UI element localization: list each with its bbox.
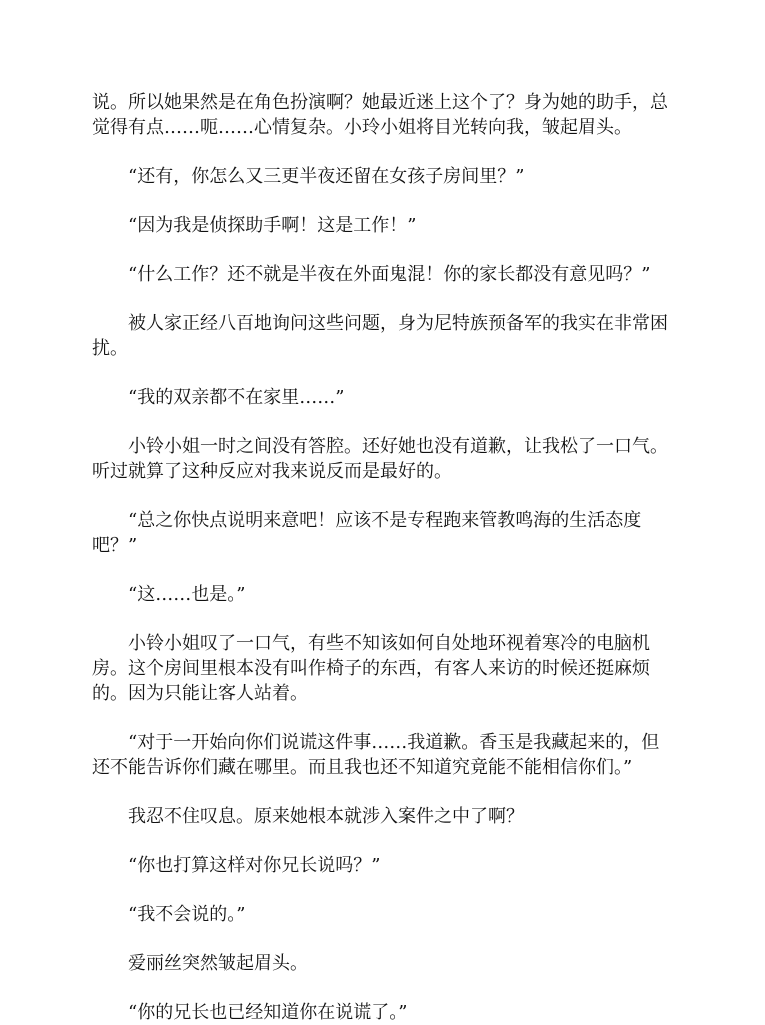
paragraph: “还有，你怎么又三更半夜还留在女孩子房间里？” [128,166,525,187]
paragraph: 说。所以她果然是在角色扮演啊？她最近迷上这个了？身为她的助手，总觉得有点……呃……心情复杂。小玲小姐将目光转向我，皱起眉头。 [92,92,668,138]
paragraph: “你也打算这样对你兄长说吗？” [128,855,381,876]
paragraph: “我的双亲都不在家里……” [128,387,345,408]
paragraph: “你的兄长也已经知道你在说谎了。” [128,1002,408,1023]
paragraph: 我忍不住叹息。原来她根本就涉入案件之中了啊？ [128,806,524,827]
paragraph: 被人家正经八百地询问这些问题，身为尼特族预备军的我实在非常困扰。 [92,313,668,359]
paragraph: “什么工作？还不就是半夜在外面鬼混！你的家长都没有意见吗？” [128,264,651,285]
paragraph: 小铃小姐一时之间没有答腔。还好她也没有道歉，让我松了一口气。听过就算了这种反应对我来说反而是最好的。 [92,436,668,482]
paragraph: “因为我是侦探助手啊！这是工作！” [128,215,417,236]
paragraph: 小铃小姐叹了一口气，有些不知该如何自处地环视着寒冷的电脑机房。这个房间里根本没有叫作椅子的东西，有客人来访的时候还挺麻烦的。因为只能让客人站着。 [92,633,650,704]
paragraph: “我不会说的。” [128,904,246,925]
paragraph: “对于一开始向你们说谎这件事……我道歉。香玉是我藏起来的，但还不能告诉你们藏在哪里。而且我也还不知道究竟能不能相信你们。” [92,732,660,778]
paragraph: 爱丽丝突然皱起眉头。 [128,953,308,974]
paragraph: “总之你快点说明来意吧！应该不是专程跑来管教鸣海的生活态度吧？” [92,510,642,556]
paragraph: “这……也是。” [128,584,246,605]
